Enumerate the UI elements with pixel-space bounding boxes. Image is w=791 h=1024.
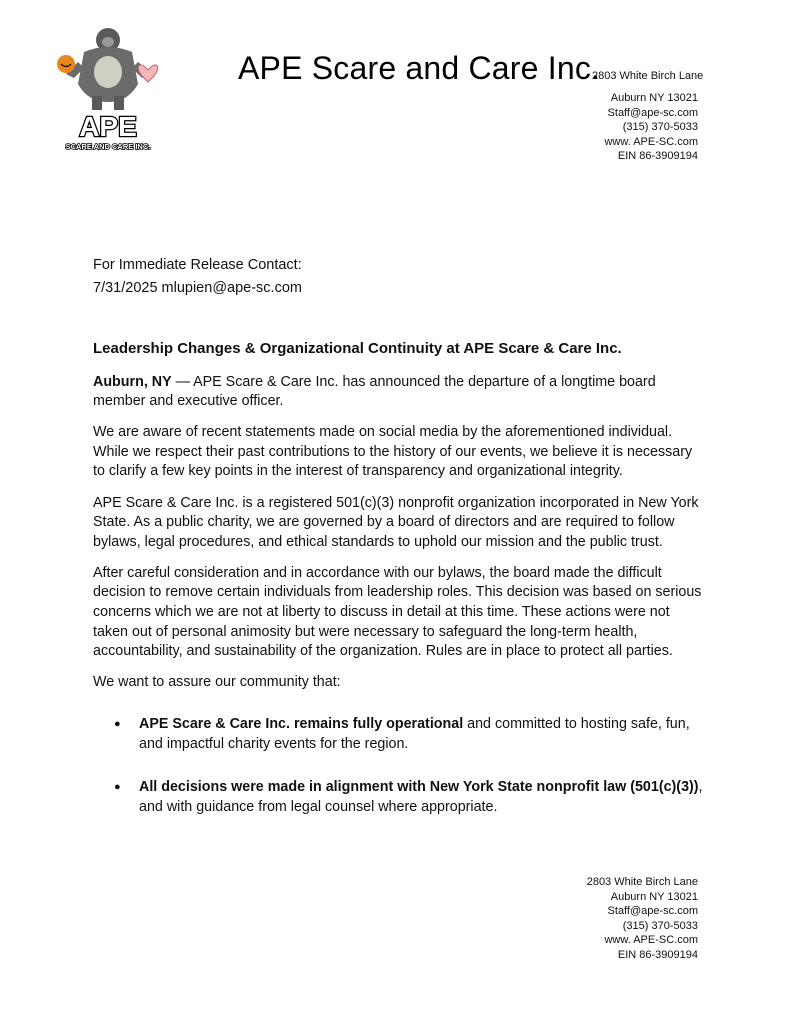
footer-ein: EIN 86-3909194 xyxy=(617,948,698,961)
footer-email: Staff@ape-sc.com xyxy=(607,905,698,917)
contact-phone: (315) 370-5033 xyxy=(622,121,698,133)
press-release-body xyxy=(93,339,705,841)
svg-text:SCARE AND CARE INC.: SCARE AND CARE INC. xyxy=(65,142,151,151)
contact-website: www. APE-SC.com xyxy=(604,135,698,148)
headline: Leadership Changes & Organizational Continuity at APE Scare & Care Inc. xyxy=(93,340,622,357)
list-item: ● All decisions were made in alignment with New York State nonprofit law (501(c)(3)), and with guidance from legal counsel where appropriate. xyxy=(93,778,705,817)
release-info xyxy=(93,254,302,300)
company-name: APE Scare and Care Inc. xyxy=(238,50,601,86)
footer-contact-block xyxy=(587,875,698,962)
ein-number: EIN 86-3909194 xyxy=(617,150,698,162)
release-date-contact: 7/31/2025 mlupien@ape-sc.com xyxy=(93,280,302,296)
lead-paragraph: Auburn, NY — APE Scare & Care Inc. has announced the departure of a longtime board member and executive officer. xyxy=(93,373,656,410)
gorilla-mascot-icon xyxy=(48,22,168,152)
paragraph: APE Scare & Care Inc. is a registered 501(c)(3) nonprofit organization incorporated in New York State. As a public charity, we are governed by a board of directors and are required to follow bylaws, legal procedures, and ethical standards to uphold our mission and the public trust. xyxy=(93,494,699,550)
footer-address-city: Auburn NY 13021 xyxy=(610,890,698,903)
release-label: For Immediate Release Contact: xyxy=(93,257,302,273)
dateline: Auburn, NY xyxy=(93,373,172,390)
list-item: ● APE Scare & Care Inc. remains fully operational and committed to hosting safe, fun, and impactful charity events for the region. xyxy=(93,715,705,754)
logo-text: APE xyxy=(79,111,137,142)
footer-phone: (315) 370-5033 xyxy=(622,919,698,932)
paragraph: After careful consideration and in accordance with our bylaws, the board made the difficult decision to remove certain individuals from leadership roles. This decision was based on serious concerns which we are not at liberty to discuss in detail at this time. These actions were not taken out of personal animosity but were necessary to safeguard the long-term health, accountability, and sustainability of the organization. Rules are in place to protect all parties. xyxy=(93,564,702,660)
assurance-list xyxy=(93,715,705,817)
address-city: Auburn NY 13021 xyxy=(610,92,698,104)
contact-email: Staff@ape-sc.com xyxy=(607,106,698,119)
footer-address-street: 2803 White Birch Lane xyxy=(586,876,698,888)
footer-website: www. APE-SC.com xyxy=(604,934,698,946)
paragraph: We want to assure our community that: xyxy=(93,674,341,691)
header-contact-block xyxy=(604,91,698,164)
address-street: 2803 White Birch Lane xyxy=(592,70,704,82)
paragraph: We are aware of recent statements made on social media by the aforementioned individual. While we respect their past contributions to the history of our events, we believe it is necessary to clarify a few key points in the interest of transparency and organizational integrity. xyxy=(93,424,693,480)
company-logo xyxy=(48,22,168,152)
